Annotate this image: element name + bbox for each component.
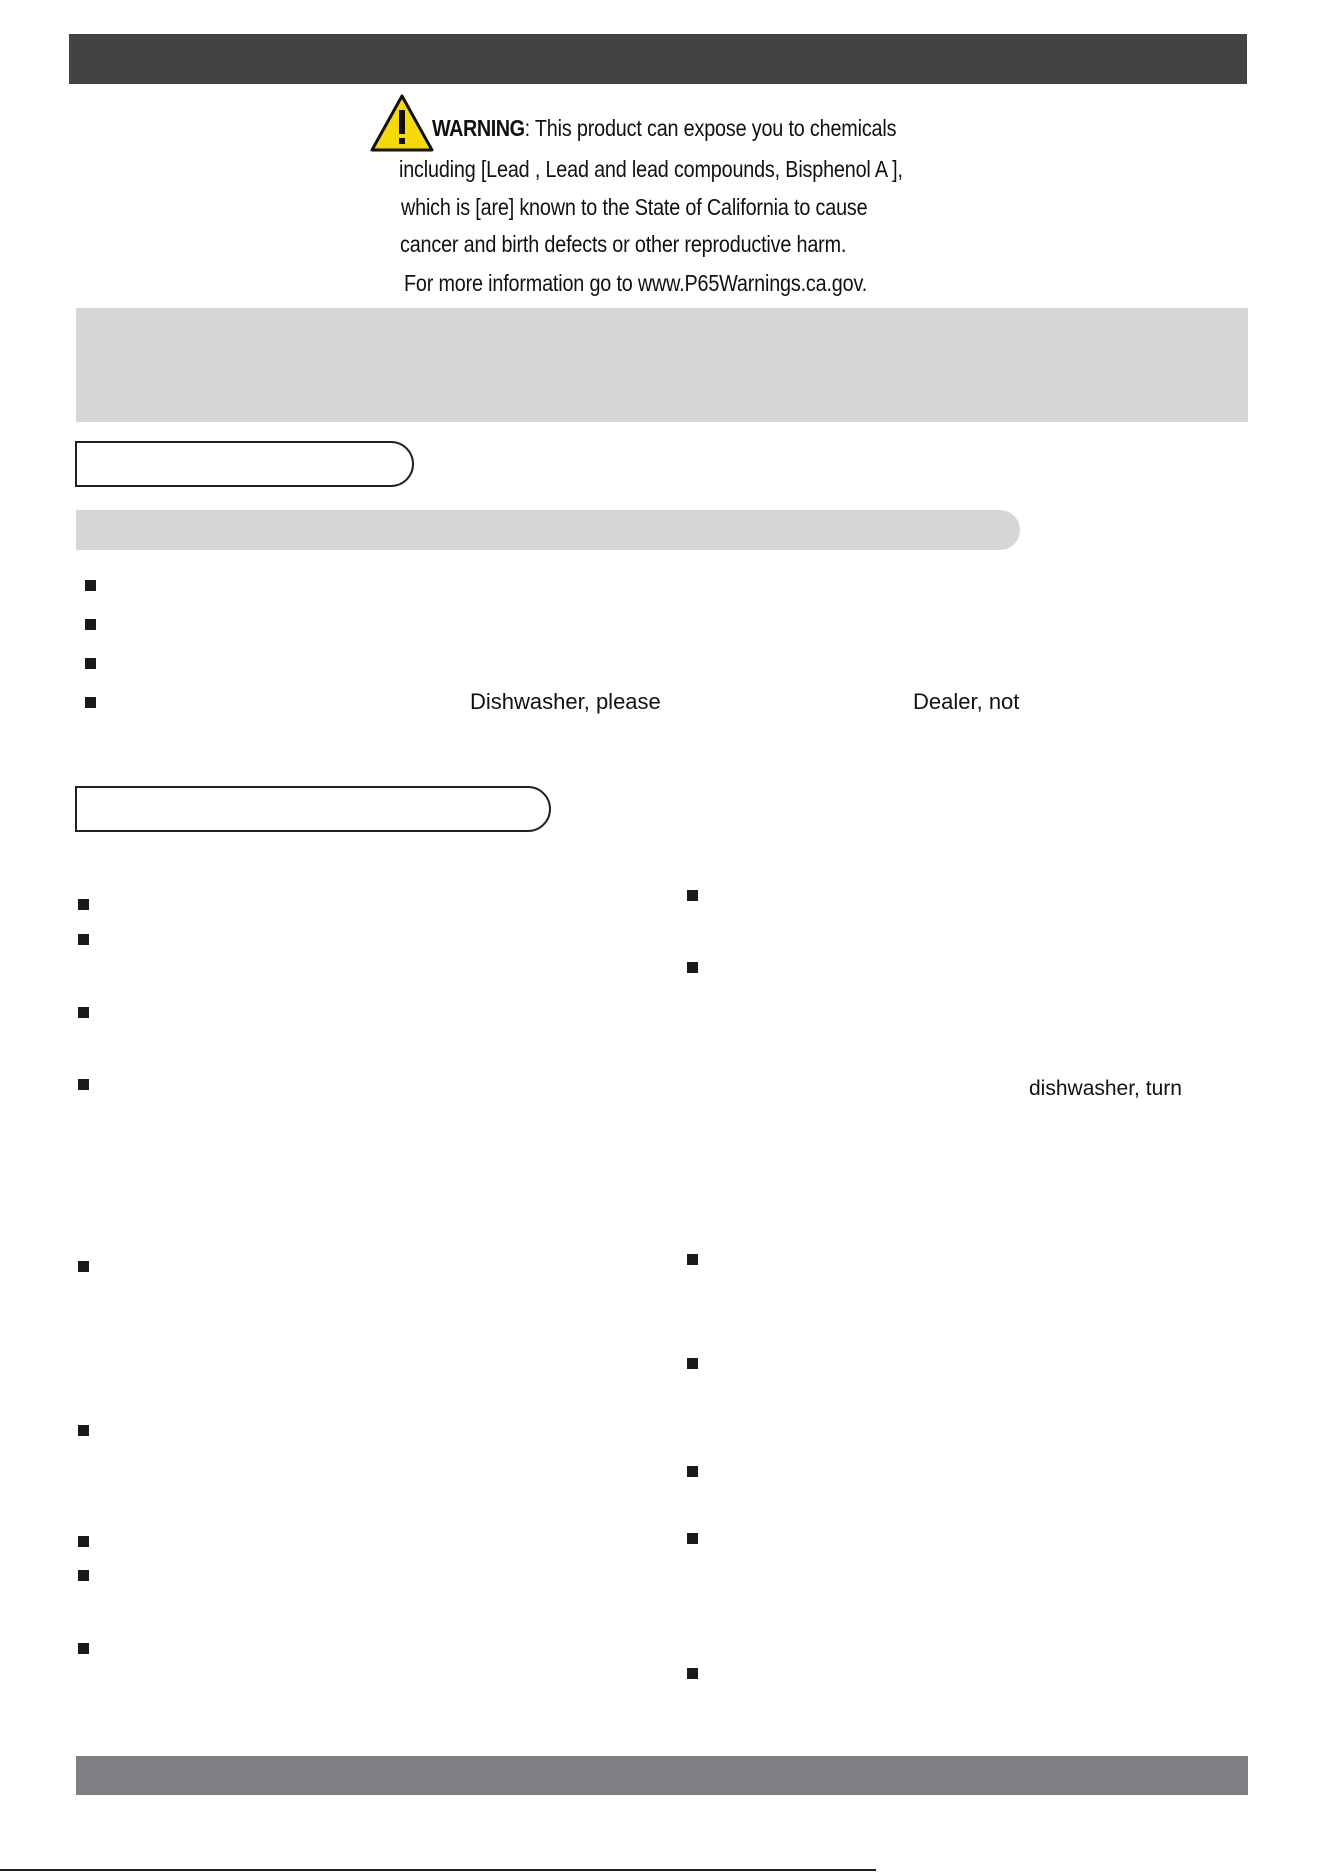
bullet-marker — [85, 619, 96, 630]
bullet-marker — [687, 962, 698, 973]
warning-line-2: including [Lead , Lead and lead compounds, Bisphenol A ], — [399, 156, 903, 182]
bullet-marker — [85, 697, 96, 708]
warning-triangle-icon — [370, 94, 434, 152]
bullet-marker — [78, 1570, 89, 1581]
warning-line-3: which is [are] known to the State of California to cause — [401, 194, 868, 220]
header-bar — [69, 34, 1247, 84]
warning-text-1: : This product can expose you to chemicals — [524, 115, 897, 141]
bullet-marker — [78, 1079, 89, 1090]
footer-bar — [76, 1756, 1248, 1795]
prop65-warning — [370, 94, 970, 304]
bullet-marker — [78, 899, 89, 910]
warning-label: WARNING — [432, 115, 525, 141]
warning-line-4: cancer and birth defects or other reproductive harm. — [400, 231, 847, 257]
bullet-marker — [687, 1533, 698, 1544]
bullet-marker — [687, 1668, 698, 1679]
warning-line-1 — [432, 115, 896, 142]
text-fragment-dishwasher-please: Dishwasher, please — [470, 689, 661, 714]
bullet-marker — [687, 1254, 698, 1265]
bullet-marker — [78, 1643, 89, 1654]
warning-line-5: For more information go to www.P65Warnings.ca.gov. — [404, 270, 868, 296]
bullet-marker — [78, 1536, 89, 1547]
grey-panel — [76, 308, 1248, 422]
bullet-marker — [687, 1358, 698, 1369]
bullet-marker — [85, 658, 96, 669]
subheading-bar — [76, 510, 1020, 550]
bullet-marker — [78, 1007, 89, 1018]
section-header-1 — [75, 441, 414, 487]
bullet-marker — [687, 1466, 698, 1477]
text-fragment-dishwasher-turn: dishwasher, turn — [1029, 1077, 1182, 1100]
bullet-marker — [85, 580, 96, 591]
text-fragment-dealer-not: Dealer, not — [913, 689, 1020, 714]
bullet-marker — [78, 1261, 89, 1272]
section-header-2 — [75, 786, 551, 832]
bullet-marker — [78, 934, 89, 945]
bullet-marker — [78, 1425, 89, 1436]
page-bottom-rule — [0, 1869, 876, 1871]
bullet-marker — [687, 890, 698, 901]
